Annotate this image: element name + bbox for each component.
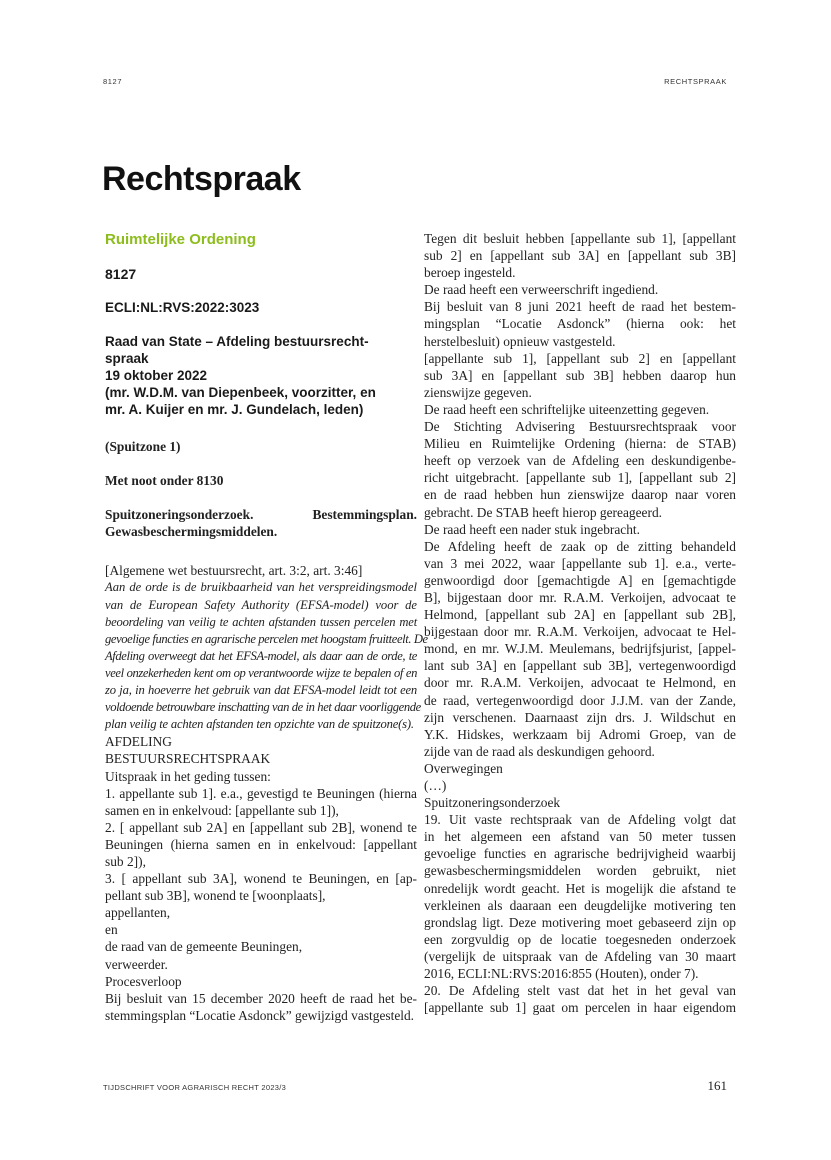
- right-body-text: [424, 230, 736, 1016]
- text-line: sub 2]),: [105, 853, 146, 869]
- text-line: Bij besluit van 15 december 2020 heeft de raad het be-: [105, 990, 417, 1006]
- text-line: beoordeling van veilig te achten afstanden tussen percelen met: [105, 614, 417, 629]
- text-line: Helmond, [appellant sub 2A] en [appellant sub 2B],: [424, 607, 736, 623]
- text-line: [appellante sub 1] gaat om percelen in haar eigendom: [424, 1000, 736, 1016]
- text-line: 3. [ appellant sub 3A], wonend te Beuningen, en [ap-: [105, 871, 417, 887]
- text-line: 2. [ appellant sub 2A] en [appellant sub 2B], wonend te: [105, 819, 417, 835]
- text-line: De Afdeling heeft de zaak op de zitting behandeld: [424, 538, 736, 554]
- court-line: mr. A. Kuijer en mr. J. Gundelach, leden): [105, 402, 364, 417]
- text-line: Beuningen (hierna samen en in enkelvoud: [appellant: [105, 836, 417, 852]
- text-line: gewasbeschermingsmiddelen worden gebruikt, niet: [424, 863, 736, 879]
- text-line: samen en in enkelvoud: [appellante sub 1]),: [105, 802, 339, 818]
- text-line: de raad van de gemeente Beuningen,: [105, 939, 303, 955]
- text-line: Y.K. Hidskes, werkzaam bij Adromi Groep, van de: [424, 726, 736, 742]
- text-line: zijn verschenen. Daarnaast zijn drs. J. Wildschut en: [424, 709, 736, 725]
- case-summary: [105, 579, 428, 733]
- text-line: De raad heeft een nader stuk ingebracht.: [424, 521, 641, 537]
- text-line: 20. De Afdeling stelt vast dat het in het geval van: [424, 983, 736, 999]
- keyword-line: Gewasbeschermingsmiddelen.: [105, 524, 278, 540]
- court-line: Raad van State – Afdeling bestuursrecht-: [105, 334, 369, 349]
- keyword-line: Spuitzoneringsonderzoek. Bestemmingsplan.: [105, 507, 417, 523]
- text-line: De raad heeft een schriftelijke uiteenzetting gegeven.: [424, 401, 710, 417]
- keywords: [105, 506, 417, 540]
- text-line: De raad heeft een verweerschrift ingediend.: [424, 282, 659, 298]
- text-line: door mr. R.A.M. Verkoijen, advocaat te Helmond, en: [424, 675, 736, 691]
- footer-journal: TIJDSCHRIFT VOOR AGRARISCH RECHT 2023/3: [103, 1083, 287, 1092]
- text-line: Spuitzoneringsonderzoek: [424, 795, 561, 811]
- left-body-text: [105, 733, 417, 1024]
- text-line: lant sub 3A] en [appellant sub 3B], vertegenwoordigd: [424, 658, 736, 674]
- text-line: en: [105, 922, 118, 938]
- page-title: Rechtspraak: [102, 160, 301, 198]
- text-line: Uitspraak in het geding tussen:: [105, 768, 271, 784]
- text-line: Tegen dit besluit hebben [appellante sub 1], [appellant: [424, 231, 736, 246]
- text-line: sub 3A] en [appellant sub 3B] hebben daarop hun: [424, 367, 736, 383]
- text-line: AFDELING: [105, 734, 172, 750]
- left-column: [105, 230, 428, 1024]
- text-line: van de European Safety Authority (EFSA-model) voor de: [105, 597, 417, 612]
- text-line: B], bijgestaan door mr. R.A.M. Verkoijen, advocaat te: [424, 589, 736, 605]
- court-info: [105, 333, 417, 418]
- text-line: grondslag ligt. Deze motivering moet gebaseerd zijn op: [424, 914, 736, 930]
- text-line: sub 2] en [appellant sub 3A] en [appellant sub 3B]: [424, 248, 736, 264]
- text-line: veel onzekerheden kent om op verantwoorde wijze te bepalen of en: [105, 665, 417, 680]
- text-line: De Stichting Advisering Bestuursrechtspraak voor: [424, 419, 736, 435]
- case-number: 8127: [105, 266, 137, 282]
- decision-date: 19 oktober 2022: [105, 368, 208, 383]
- text-line: 19. Uit vaste rechtspraak van de Afdeling volgt dat: [424, 812, 736, 828]
- page-number: 161: [707, 1078, 727, 1093]
- text-line: Afdeling overweegt dat het EFSA-model, als daar aan de orde, te: [105, 648, 417, 663]
- text-line: Aan de orde is de bruikbaarheid van het verspreidingsmodel: [105, 580, 417, 595]
- text-line: richt uitgebracht. [appellante sub 1], [appellant sub 2]: [424, 470, 736, 486]
- text-line: zienswijze gegeven.: [424, 384, 532, 400]
- text-line: (…): [424, 778, 447, 793]
- ecli-identifier: ECLI:NL:RVS:2022:3023: [105, 300, 260, 315]
- text-line: gevoelige functies en agrarische bedrijvigheid waarbij: [424, 846, 736, 862]
- text-line: beroep ingesteld.: [424, 265, 516, 281]
- court-line: spraak: [105, 351, 149, 366]
- text-line: Procesverloop: [105, 973, 182, 989]
- text-line: pellant sub 3B], wonend te [woonplaats],: [105, 888, 326, 904]
- text-line: mond, en mr. W.J.M. Meulemans, bedrijfsjurist, [appel-: [424, 641, 736, 657]
- text-line: [appellante sub 1], [appellant sub 2] en [appellant: [424, 350, 736, 366]
- legal-articles: [Algemene wet bestuursrecht, art. 3:2, art. 3:46]: [105, 563, 363, 579]
- text-line: 2016, ECLI:NL:RVS:2016:855 (Houten), onder 7).: [424, 966, 699, 982]
- text-line: gebracht. De STAB heeft hierop gereageerd.: [424, 504, 662, 520]
- text-line: (vergelijk de uitspraak van de Afdeling van 30 maart: [424, 948, 736, 964]
- text-line: en de raad hebben hun zienswijze daarop naar voren: [424, 487, 736, 503]
- running-head-section: RECHTSPRAAK: [664, 77, 727, 86]
- text-line: appellanten,: [105, 905, 171, 921]
- annotation-note: Met noot onder 8130: [105, 473, 224, 489]
- text-line: stemmingsplan “Locatie Asdonck” gewijzigd vastgesteld.: [105, 1007, 415, 1023]
- right-column: [424, 230, 736, 1016]
- text-line: zijde van de raad als deskundigen gehoord.: [424, 743, 655, 759]
- text-line: verweerder.: [105, 956, 168, 972]
- text-line: bijgestaan door mr. R.A.M. Verkoijen, advocaat te Hel-: [424, 624, 736, 640]
- text-line: onredelijk wordt geacht. Het is mogelijk die afstand te: [424, 880, 736, 896]
- text-line: in het algemeen een afstand van 50 meter tussen: [424, 829, 736, 845]
- text-line: mingsplan “Locatie Asdonck” (hierna ook: het: [424, 316, 736, 332]
- text-line: de raad, vertegenwoordigd door J.J.M. van der Zande,: [424, 692, 736, 708]
- text-line: verkleinen als daaraan een deugdelijke motivering ten: [424, 897, 736, 913]
- running-head-case-number: 8127: [103, 77, 123, 86]
- text-line: voldoende betrouwbare inschatting van de in het daar voorliggende: [105, 700, 421, 715]
- text-line: gevoelige functies en agrarische percelen met hoogstam fruitteelt. De: [105, 631, 428, 646]
- text-line: plan veilig te achten afstanden ten opzichte van de spuitzone(s).: [105, 717, 414, 732]
- text-line: een zorgvuldig op de locatie toegesneden onderzoek: [424, 931, 736, 947]
- court-line: (mr. W.D.M. van Diepenbeek, voorzitter, en: [105, 385, 376, 400]
- text-line: genwoordigd door [gemachtigde A] en [gemachtigde: [424, 572, 736, 588]
- text-line: herstelbesluit) opnieuw vastgesteld.: [424, 333, 616, 349]
- text-line: van 3 mei 2022, waar [appellante sub 1]. e.a., verte-: [424, 555, 736, 571]
- text-line: heeft op verzoek van de Afdeling een deskundigenbe-: [424, 453, 736, 469]
- text-line: Milieu en Ruimtelijke Ordening (hierna: de STAB): [424, 436, 736, 452]
- text-line: BESTUURSRECHTSPRAAK: [105, 751, 271, 767]
- text-line: Overwegingen: [424, 760, 503, 776]
- text-line: zo ja, in hoeverre het gebruik van dat EFSA-model leidt tot een: [105, 683, 417, 698]
- text-line: 1. appellante sub 1]. e.a., gevestigd te Beuningen (hierna: [105, 785, 417, 801]
- text-line: Bij besluit van 8 juni 2021 heeft de raad het bestem-: [424, 299, 736, 315]
- zone-label: (Spuitzone 1): [105, 439, 181, 454]
- section-label: Ruimtelijke Ordening: [105, 231, 256, 248]
